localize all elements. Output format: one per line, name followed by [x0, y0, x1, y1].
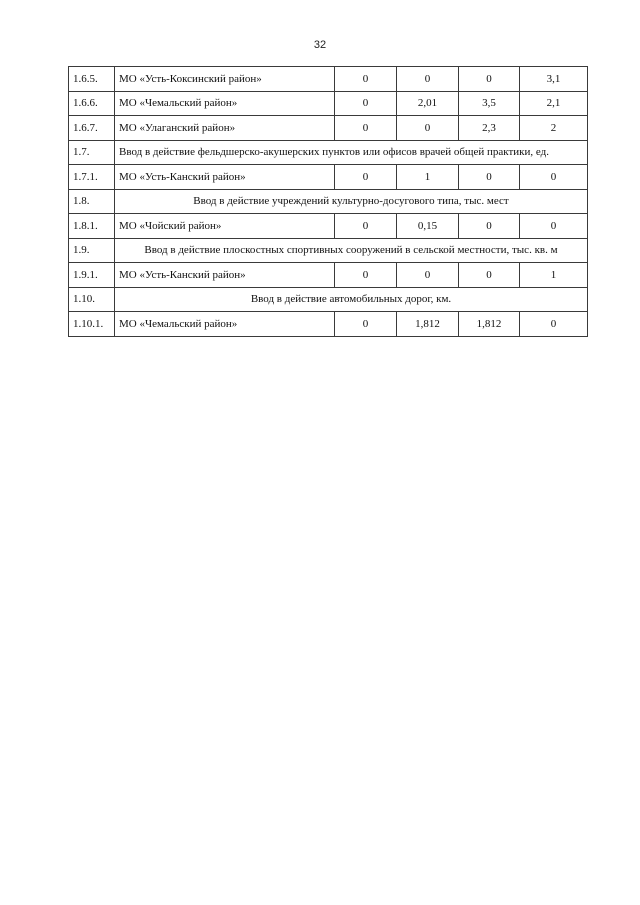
district-name: МО «Улаганский район» [115, 116, 335, 141]
section-title: Ввод в действие плоскостных спортивных сооружений в сельской местности, тыс. кв. м [115, 238, 588, 263]
value-cell: 0 [335, 312, 397, 337]
section-title: Ввод в действие учреждений культурно-досугового типа, тыс. мест [115, 189, 588, 214]
section-row [69, 189, 588, 214]
page-number: 32 [313, 39, 327, 51]
table-body [69, 67, 588, 337]
value-cell: 3,5 [459, 91, 520, 116]
value-cell: 0 [397, 263, 459, 288]
section-title: Ввод в действие автомобильных дорог, км. [115, 287, 588, 312]
value-cell: 1 [520, 263, 588, 288]
table-row [69, 312, 588, 337]
district-name: МО «Чемальский район» [115, 312, 335, 337]
value-cell: 0 [397, 67, 459, 92]
section-title: Ввод в действие фельдшерско-акушерских пунктов или офисов врачей общей практики, ед. [115, 140, 588, 165]
district-name: МО «Усть-Коксинский район» [115, 67, 335, 92]
row-number: 1.10. [69, 287, 115, 312]
row-number: 1.9. [69, 238, 115, 263]
value-cell: 0 [459, 263, 520, 288]
value-cell: 0 [459, 67, 520, 92]
district-name: МО «Усть-Канский район» [115, 263, 335, 288]
value-cell: 0 [397, 116, 459, 141]
data-table [68, 66, 588, 337]
table-row [69, 67, 588, 92]
value-cell: 0 [520, 312, 588, 337]
section-row [69, 238, 588, 263]
value-cell: 2,3 [459, 116, 520, 141]
table-row [69, 91, 588, 116]
value-cell: 0 [335, 91, 397, 116]
value-cell: 3,1 [520, 67, 588, 92]
value-cell: 2,01 [397, 91, 459, 116]
row-number: 1.6.7. [69, 116, 115, 141]
row-number: 1.8. [69, 189, 115, 214]
value-cell: 0,15 [397, 214, 459, 239]
row-number: 1.10.1. [69, 312, 115, 337]
value-cell: 1,812 [397, 312, 459, 337]
row-number: 1.6.5. [69, 67, 115, 92]
row-number: 1.9.1. [69, 263, 115, 288]
value-cell: 0 [335, 67, 397, 92]
value-cell: 0 [520, 165, 588, 190]
row-number: 1.7. [69, 140, 115, 165]
district-name: МО «Усть-Канский район» [115, 165, 335, 190]
value-cell: 0 [335, 214, 397, 239]
table-row [69, 263, 588, 288]
value-cell: 2,1 [520, 91, 588, 116]
district-name: МО «Чемальский район» [115, 91, 335, 116]
table-row [69, 214, 588, 239]
value-cell: 0 [520, 214, 588, 239]
row-number: 1.7.1. [69, 165, 115, 190]
table-row [69, 116, 588, 141]
table-row [69, 165, 588, 190]
value-cell: 1 [397, 165, 459, 190]
section-row [69, 287, 588, 312]
value-cell: 0 [335, 165, 397, 190]
value-cell: 2 [520, 116, 588, 141]
value-cell: 0 [335, 116, 397, 141]
section-row [69, 140, 588, 165]
district-name: МО «Чойский район» [115, 214, 335, 239]
row-number: 1.6.6. [69, 91, 115, 116]
value-cell: 0 [459, 214, 520, 239]
value-cell: 1,812 [459, 312, 520, 337]
value-cell: 0 [335, 263, 397, 288]
row-number: 1.8.1. [69, 214, 115, 239]
value-cell: 0 [459, 165, 520, 190]
